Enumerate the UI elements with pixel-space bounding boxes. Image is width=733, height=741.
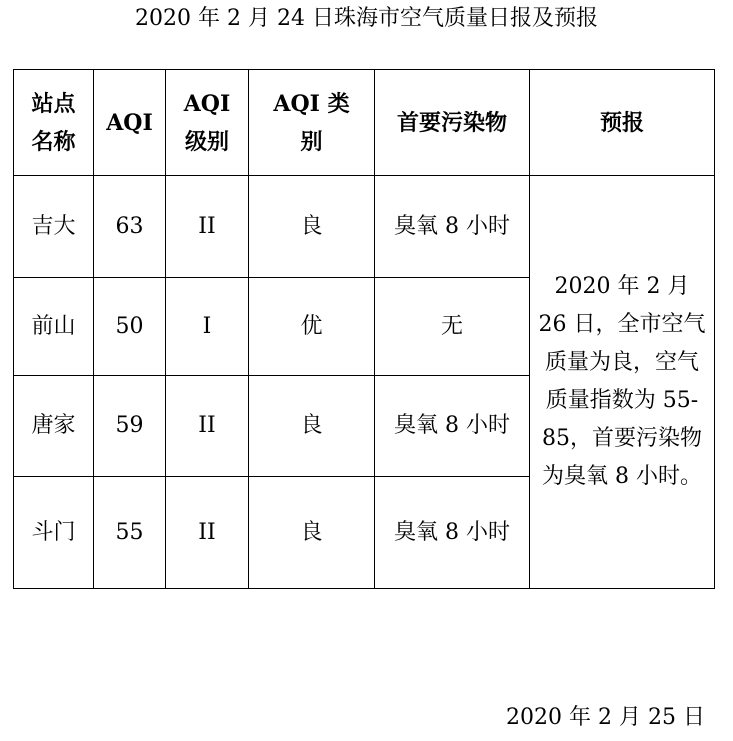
primary-pollutant: 臭氧 8 小时 (375, 477, 530, 589)
aqi-value: 63 (94, 176, 166, 278)
aqi-value: 59 (94, 376, 166, 477)
report-date: 2020 年 2 月 25 日 (506, 705, 705, 730)
aqi-category: 良 (249, 176, 375, 278)
aqi-level: II (166, 477, 249, 589)
station-name: 斗门 (14, 477, 94, 589)
aqi-category: 良 (249, 376, 375, 477)
aqi-value: 50 (94, 278, 166, 376)
station-name: 吉大 (14, 176, 94, 278)
air-quality-table (13, 69, 715, 589)
aqi-level: II (166, 376, 249, 477)
table-row (14, 176, 715, 278)
report-title: 2020 年 2 月 24 日珠海市空气质量日报及预报 (135, 6, 598, 31)
header-level: AQI 级别 (166, 70, 249, 176)
header-pollutant: 首要污染物 (375, 70, 530, 176)
header-aqi: AQI (94, 70, 166, 176)
primary-pollutant: 臭氧 8 小时 (375, 376, 530, 477)
primary-pollutant: 无 (375, 278, 530, 376)
aqi-value: 55 (94, 477, 166, 589)
header-category: AQI 类 别 (249, 70, 375, 176)
aqi-category: 优 (249, 278, 375, 376)
station-name: 前山 (14, 278, 94, 376)
forecast-text: 2020 年 2 月 26 日，全市空气质量为良，空气质量指数为 55-85，首要污染物为臭氧 8 小时。 (530, 176, 715, 589)
station-name: 唐家 (14, 376, 94, 477)
aqi-level: II (166, 176, 249, 278)
table-header-row (14, 70, 715, 176)
header-station: 站点 名称 (14, 70, 94, 176)
primary-pollutant: 臭氧 8 小时 (375, 176, 530, 278)
aqi-category: 良 (249, 477, 375, 589)
header-forecast: 预报 (530, 70, 715, 176)
aqi-level: I (166, 278, 249, 376)
